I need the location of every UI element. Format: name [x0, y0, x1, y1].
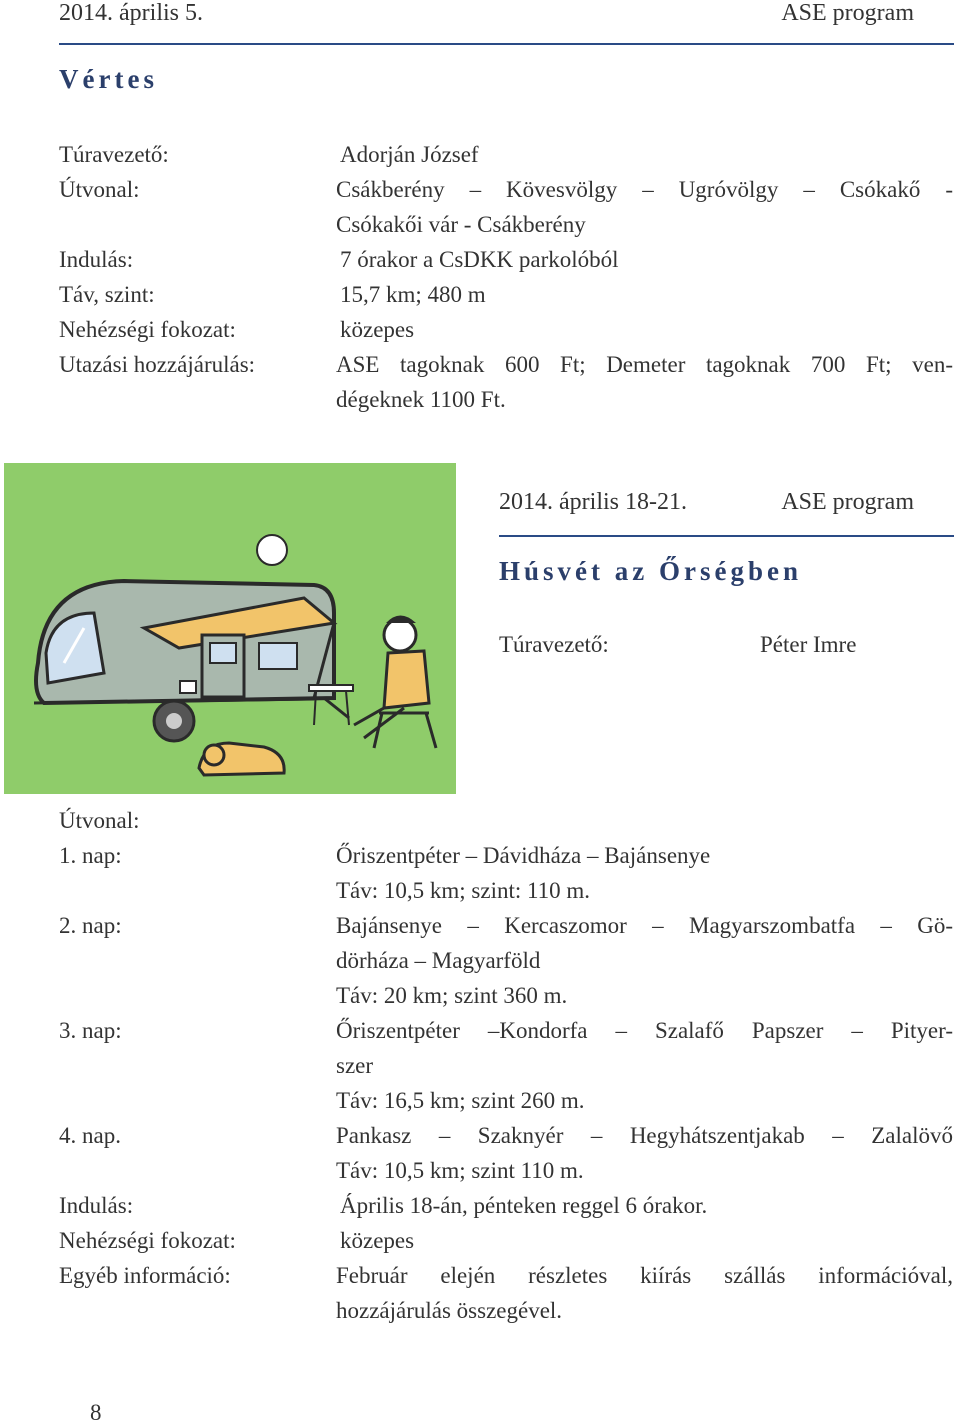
label-departure-2: Indulás:	[59, 1193, 134, 1218]
value-day-2: Bajánsenye – Kercaszomor – Magyarszombatfa – Gö- dörháza – Magyarföld Táv: 20 km; szint 360 m.	[336, 913, 953, 1008]
value-day-4: Pankasz – Szaknyér – Hegyhátszentjakab – Zalalövő Táv: 10,5 km; szint 110 m.	[336, 1123, 953, 1183]
label-day-1: 1. nap:	[59, 843, 122, 868]
header2-date: 2014. április 18-21.	[499, 489, 687, 515]
header-rule	[59, 43, 954, 45]
label-day-4: 4. nap.	[59, 1123, 121, 1148]
caravan-camping-illustration	[4, 463, 456, 794]
label-route-2: Útvonal:	[59, 808, 140, 833]
value-other-info: Február elején részletes kiírás szállás információval, hozzájárulás összegével.	[336, 1263, 953, 1323]
value-guide: Adorján József	[340, 142, 479, 167]
label-distance: Táv, szint:	[59, 282, 155, 307]
value-difficulty-2: közepes	[340, 1228, 415, 1253]
header-program: ASE program	[781, 0, 914, 26]
label-day-3: 3. nap:	[59, 1018, 122, 1043]
value-travel-contribution: ASE tagoknak 600 Ft; Demeter tagoknak 700 Ft; ven- dégeknek 1100 Ft.	[336, 352, 953, 412]
section-title-vertes: Vértes	[59, 64, 158, 94]
page-number: 8	[90, 1400, 102, 1425]
label-travel-contribution: Utazási hozzájárulás:	[59, 352, 256, 377]
value-departure: 7 órakor a CsDKK parkolóból	[340, 247, 619, 272]
header2-program: ASE program	[781, 489, 914, 515]
label-difficulty: Nehézségi fokozat:	[59, 317, 236, 342]
section-title-husvet: Húsvét az Őrségben	[499, 556, 802, 586]
value-route: Csákberény – Kövesvölgy – Ugróvölgy – Csókakő - Csókakői vár - Csákberény	[336, 177, 953, 237]
value-difficulty: közepes	[340, 317, 415, 342]
value-distance: 15,7 km; 480 m	[340, 282, 486, 307]
label-day-2: 2. nap:	[59, 913, 122, 938]
value-day-1: Őriszentpéter – Dávidháza – Bajánsenye Táv: 10,5 km; szint: 110 m.	[336, 843, 711, 903]
label-guide: Túravezető:	[59, 142, 169, 167]
label-route: Útvonal:	[59, 177, 140, 202]
header-date: 2014. április 5.	[59, 0, 203, 26]
label-departure: Indulás:	[59, 247, 134, 272]
value-departure-2: Április 18-án, pénteken reggel 6 órakor.	[340, 1193, 708, 1218]
label-other-info: Egyéb információ:	[59, 1263, 231, 1288]
label-difficulty-2: Nehézségi fokozat:	[59, 1228, 236, 1253]
label-guide-2: Túravezető:	[499, 632, 609, 657]
header2-rule	[499, 535, 954, 537]
value-guide-2: Péter Imre	[760, 632, 857, 657]
value-day-3: Őriszentpéter –Kondorfa – Szalafő Papszer – Pityer- szer Táv: 16,5 km; szint 260 m.	[336, 1018, 953, 1113]
